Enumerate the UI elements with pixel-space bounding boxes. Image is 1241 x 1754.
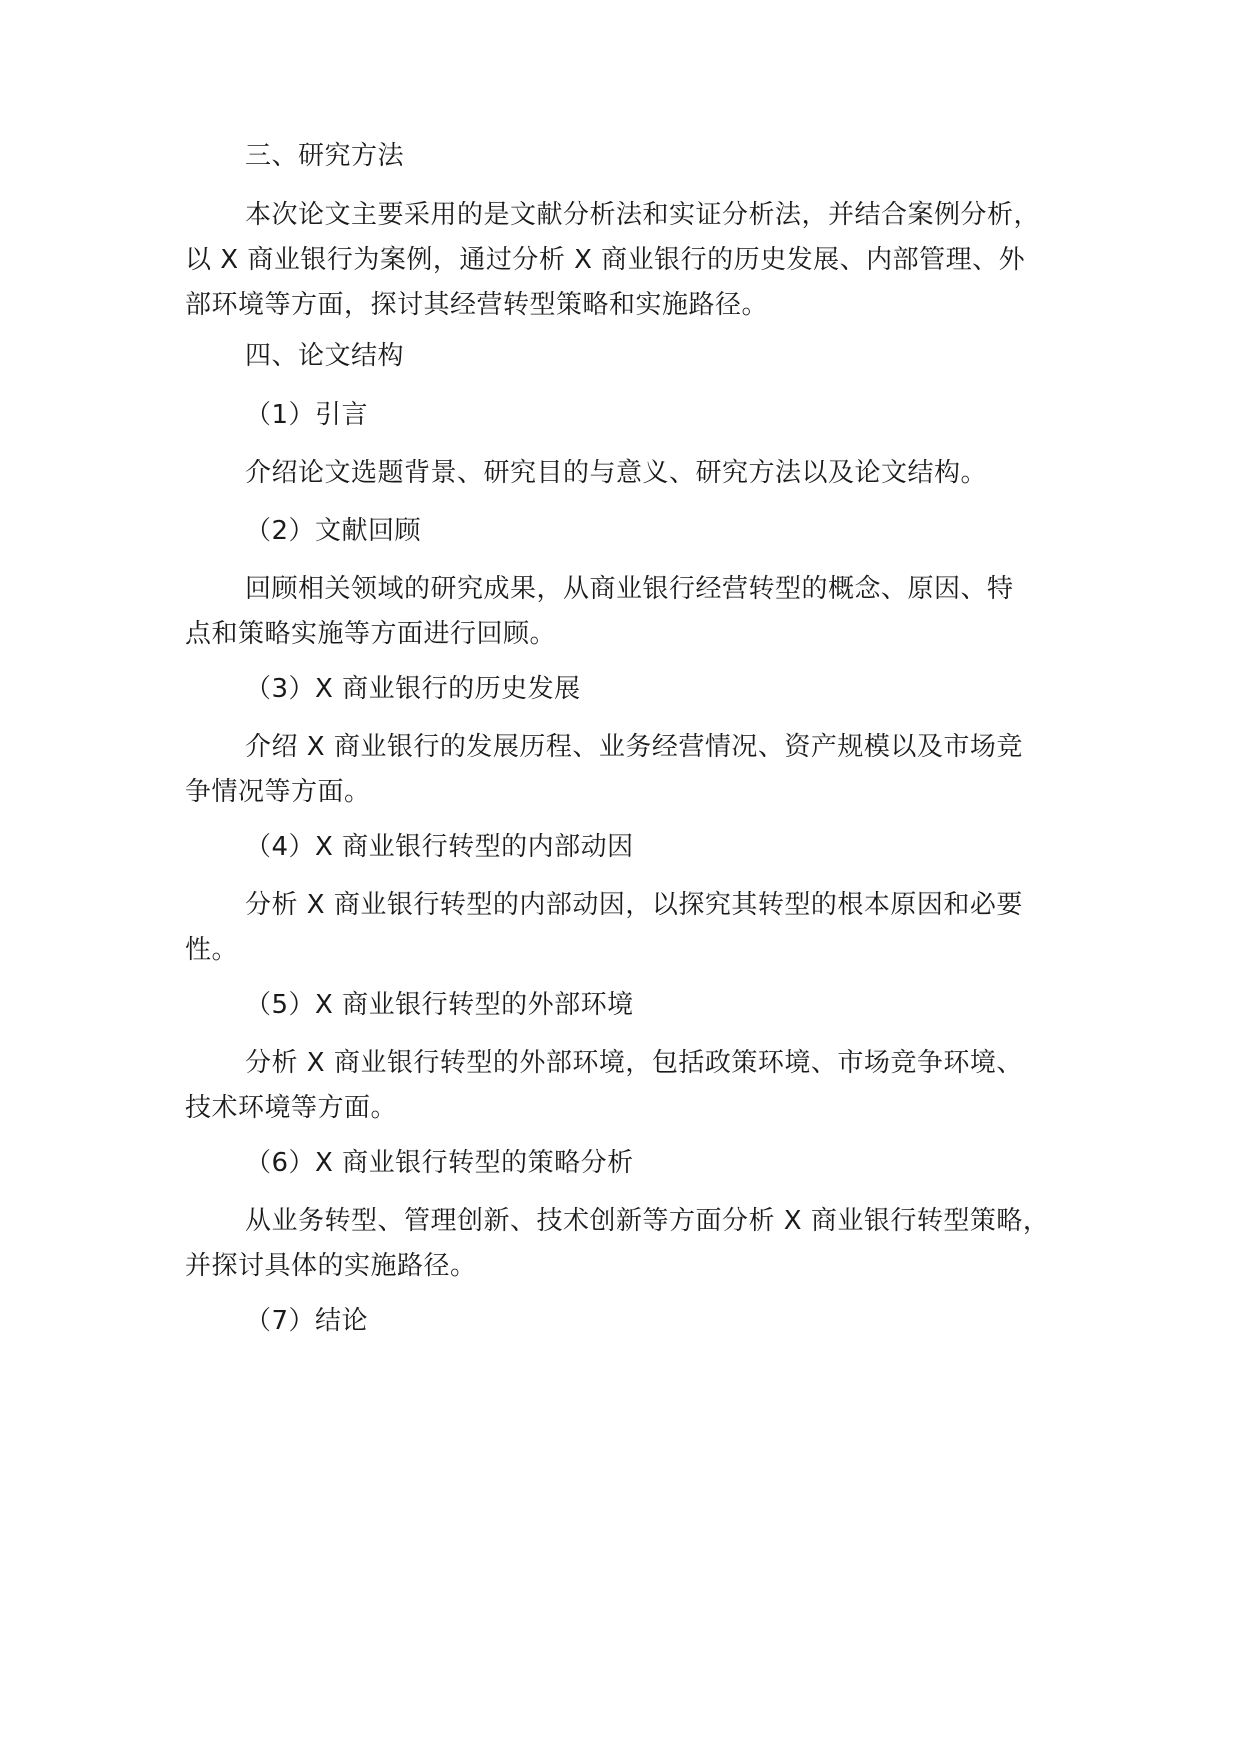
paragraph-line: 以 X 商业银行为案例，通过分析 X 商业银行的历史发展、内部管理、外 [185,245,1026,275]
paragraph-line: 部环境等方面，探讨其经营转型策略和实施路径。 [185,290,769,320]
item-title-line: （5）X 商业银行转型的外部环境 [245,990,634,1020]
list-item-2-title [185,509,1085,554]
list-item-6-title [185,1141,1085,1186]
list-item-7-title [185,1299,1085,1344]
paragraph-line: 从业务转型、管理创新、技术创新等方面分析 X 商业银行转型策略， [245,1206,1050,1236]
paragraph-line: 性。 [185,935,239,965]
item-title-line: （7）结论 [245,1306,369,1336]
item-title-line: （2）文献回顾 [245,516,422,546]
item-title-line: （4）X 商业银行转型的内部动因 [245,832,634,862]
section-heading-thesis-structure [185,334,1085,379]
paragraph-line: 点和策略实施等方面进行回顾。 [185,619,557,649]
paragraph-line: 介绍 X 商业银行的发展历程、业务经营情况、资产规模以及市场竞 [245,732,1023,762]
list-item-1-description [185,451,1085,496]
paragraph-line: 并探讨具体的实施路径。 [185,1251,477,1281]
paragraph-line: 介绍论文选题背景、研究目的与意义、研究方法以及论文结构。 [245,458,988,488]
list-item-5-title [185,983,1085,1028]
paragraph-research-methods [185,193,1085,328]
list-item-3-description [185,725,1085,815]
item-title-line: （1）引言 [245,400,369,430]
list-item-3-title [185,667,1085,712]
list-item-4-description [185,883,1085,973]
paragraph-line: 技术环境等方面。 [185,1093,398,1123]
list-item-4-title [185,825,1085,870]
paragraph-line: 分析 X 商业银行转型的内部动因，以探究其转型的根本原因和必要 [245,890,1023,920]
paragraph-line: 回顾相关领域的研究成果，从商业银行经营转型的概念、原因、特 [245,574,1014,604]
list-item-1-title [185,393,1085,438]
section-heading-research-methods [185,134,1085,179]
list-item-6-description [185,1199,1085,1289]
paragraph-line: 争情况等方面。 [185,777,371,807]
paragraph-line: 分析 X 商业银行转型的外部环境，包括政策环境、市场竞争环境、 [245,1048,1023,1078]
list-item-5-description [185,1041,1085,1131]
paragraph-line: 本次论文主要采用的是文献分析法和实证分析法，并结合案例分析， [245,200,1041,230]
item-title-line: （6）X 商业银行转型的策略分析 [245,1148,634,1178]
item-title-line: （3）X 商业银行的历史发展 [245,674,581,704]
heading-line: 三、研究方法 [245,141,405,171]
heading-line: 四、论文结构 [245,341,405,371]
list-item-2-description [185,567,1085,657]
